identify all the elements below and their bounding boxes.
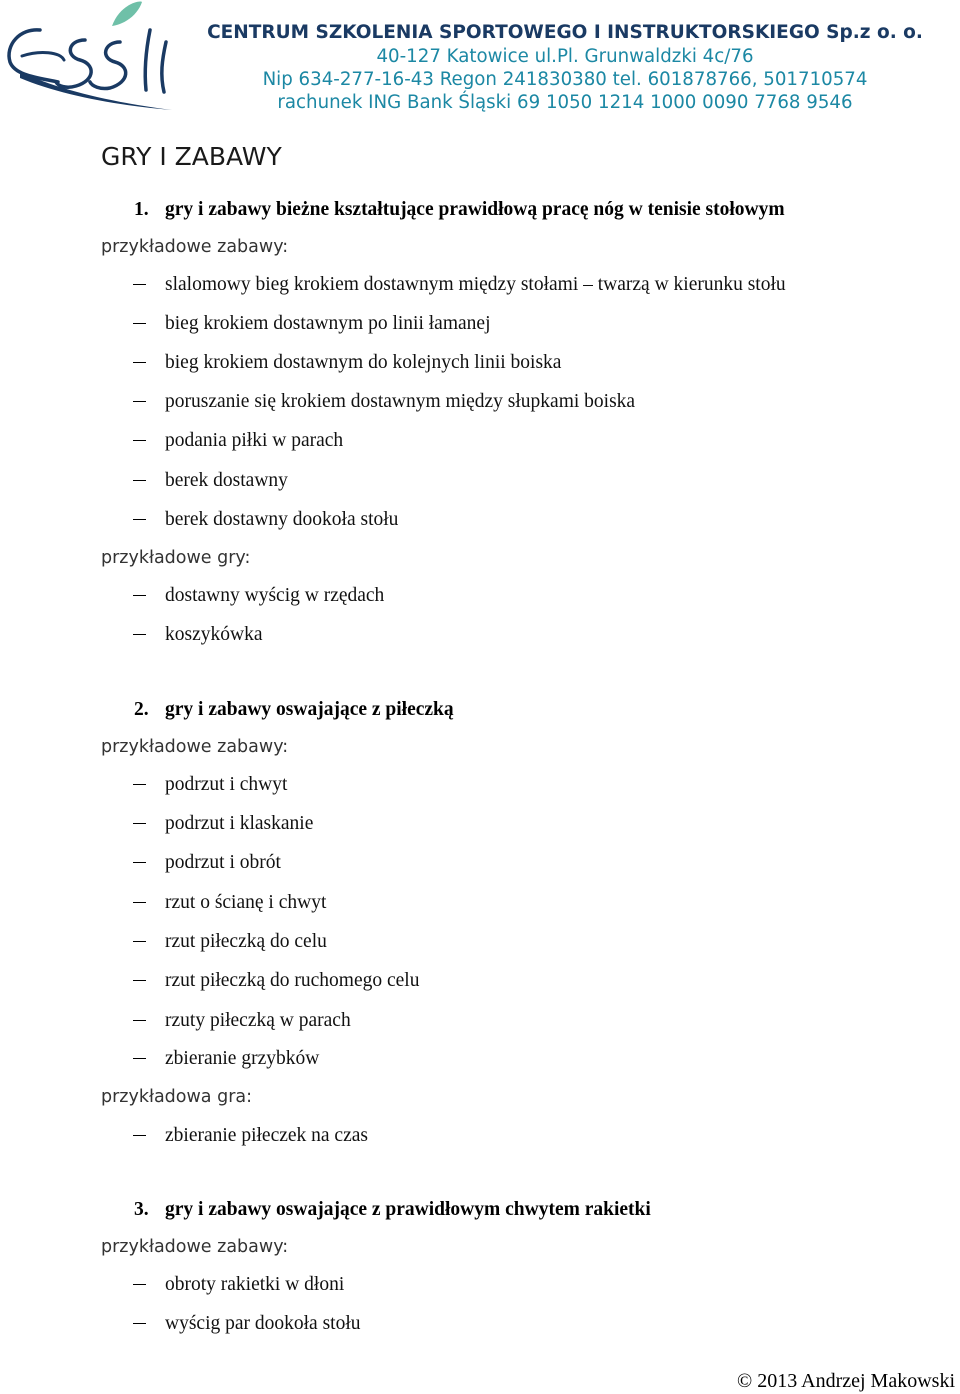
- group-label: przykładowa gra:: [101, 1087, 253, 1107]
- dash-bullet: [133, 480, 146, 482]
- list-item: podrzut i klaskanie: [133, 812, 313, 836]
- dash-bullet: [133, 1323, 146, 1325]
- list-item: berek dostawny: [133, 469, 288, 493]
- section-number: 2.: [134, 699, 149, 720]
- dash-bullet: [133, 862, 146, 864]
- list-item: berek dostawny dookoła stołu: [133, 508, 398, 532]
- company-details: [180, 21, 950, 114]
- dash-bullet: [133, 1135, 146, 1137]
- list-item: zbieranie grzybków: [133, 1047, 319, 1071]
- dash-bullet: [133, 941, 146, 943]
- list-item: obroty rakietki w dłoni: [133, 1273, 344, 1297]
- list-item: poruszanie się krokiem dostawnym między słupkami boiska: [133, 390, 635, 414]
- section-title: gry i zabawy oswajające z piłeczką: [165, 699, 454, 720]
- section-heading: [134, 698, 454, 722]
- section-heading: [134, 198, 785, 222]
- company-address: 40-127 Katowice ul.Pl. Grunwaldzki 4c/76: [376, 46, 754, 67]
- dash-bullet: [133, 401, 146, 403]
- copyright-footer: © 2013 Andrzej Makowski: [737, 1370, 955, 1392]
- list-item: rzut piłeczką do celu: [133, 930, 327, 954]
- group-label: przykładowe gry:: [101, 548, 251, 568]
- list-item: rzuty piłeczką w parach: [133, 1009, 351, 1033]
- page-title: GRY I ZABAWY: [101, 142, 282, 171]
- list-item: koszykówka: [133, 623, 262, 647]
- dash-bullet: [133, 823, 146, 825]
- dash-bullet: [133, 1058, 146, 1060]
- list-item: rzut o ścianę i chwyt: [133, 891, 326, 915]
- section-heading: [134, 1198, 651, 1222]
- list-item: bieg krokiem dostawnym do kolejnych linii boiska: [133, 351, 561, 375]
- list-item: podania piłki w parach: [133, 429, 343, 453]
- dash-bullet: [133, 980, 146, 982]
- dash-bullet: [133, 440, 146, 442]
- dash-bullet: [133, 323, 146, 325]
- letterhead: [0, 0, 960, 130]
- dash-bullet: [133, 362, 146, 364]
- dash-bullet: [133, 1020, 146, 1022]
- list-item: bieg krokiem dostawnym po linii łamanej: [133, 312, 490, 336]
- dash-bullet: [133, 284, 146, 286]
- dash-bullet: [133, 519, 146, 521]
- group-label: przykładowe zabawy:: [101, 237, 289, 257]
- section-title: gry i zabawy bieżne kształtujące prawidłową pracę nóg w tenisie stołowym: [165, 199, 785, 220]
- dash-bullet: [133, 595, 146, 597]
- dash-bullet: [133, 902, 146, 904]
- dash-bullet: [133, 1284, 146, 1286]
- list-item: podrzut i chwyt: [133, 773, 287, 797]
- dash-bullet: [133, 784, 146, 786]
- group-label: przykładowe zabawy:: [101, 1237, 289, 1257]
- section-title: gry i zabawy oswajające z prawidłowym chwytem rakietki: [165, 1199, 651, 1220]
- group-label: przykładowe zabawy:: [101, 737, 289, 757]
- list-item: zbieranie piłeczek na czas: [133, 1124, 368, 1148]
- section-number: 1.: [134, 199, 149, 220]
- company-logo: [0, 0, 190, 125]
- section-number: 3.: [134, 1199, 149, 1220]
- list-item: podrzut i obrót: [133, 851, 281, 875]
- dash-bullet: [133, 634, 146, 636]
- company-name: CENTRUM SZKOLENIA SPORTOWEGO I INSTRUKTORSKIEGO Sp.z o. o.: [207, 22, 923, 43]
- list-item: wyścig par dookoła stołu: [133, 1312, 361, 1336]
- company-ids: Nip 634-277-16-43 Regon 241830380 tel. 601878766, 501710574: [262, 69, 868, 90]
- list-item: dostawny wyścig w rzędach: [133, 584, 384, 608]
- list-item: rzut piłeczką do ruchomego celu: [133, 969, 419, 993]
- list-item: slalomowy bieg krokiem dostawnym między stołami – twarzą w kierunku stołu: [133, 273, 786, 297]
- company-bank-account: rachunek ING Bank Śląski 69 1050 1214 1000 0090 7768 9546: [277, 92, 853, 113]
